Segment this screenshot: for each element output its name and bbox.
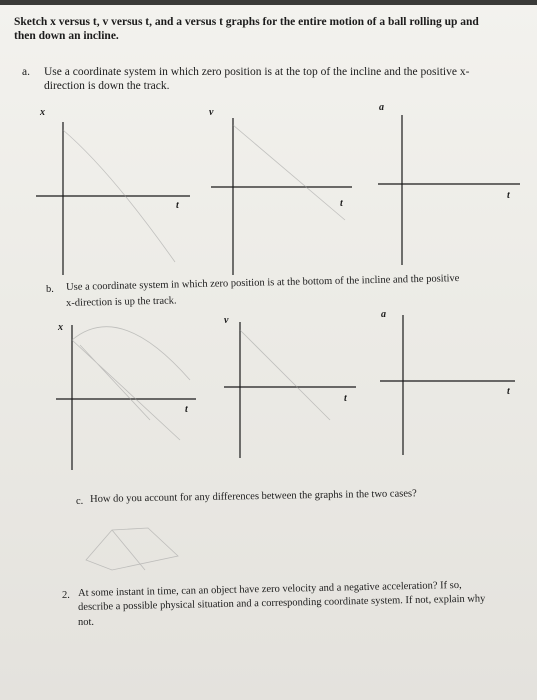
- part-a-line-2: direction is down the track.: [44, 80, 170, 92]
- header-line-1: Sketch x versus t, v versus t, and a versus t graphs for the entire motion of a ball rolling up and: [14, 16, 479, 28]
- erased-sketch-b-v: [240, 330, 330, 420]
- erased-sketch-a-v: [233, 125, 345, 220]
- part-b-x-axis-label: x: [58, 322, 63, 333]
- header-line-2: then down an incline.: [14, 30, 119, 42]
- question-2-line-3: not.: [78, 617, 95, 628]
- part-b-v-axis-label: v: [224, 315, 229, 326]
- part-a-x-graph-t-label: t: [176, 200, 179, 211]
- part-c-marker: c.: [76, 496, 84, 507]
- erased-sketch-c: [86, 528, 178, 570]
- part-b-a-graph-t-label: t: [507, 386, 510, 397]
- part-a-x-axis-label: x: [40, 107, 45, 118]
- part-b-line-1: Use a coordinate system in which zero position is at the bottom of the incline and the positive: [66, 273, 460, 293]
- part-a-a-axis-label: a: [379, 102, 384, 113]
- part-b-a-axis-label: a: [381, 309, 386, 320]
- part-a-marker: a.: [22, 66, 30, 78]
- part-b-x-graph-t-label: t: [185, 404, 188, 415]
- part-a-v-graph-t-label: t: [340, 198, 343, 209]
- question-2-line-2: describe a possible physical situation and a corresponding coordinate system. If not, explain why: [78, 593, 486, 613]
- part-b-line-2: x-direction is up the track.: [66, 295, 177, 309]
- part-b-v-graph-t-label: t: [344, 393, 347, 404]
- part-a-line-1: Use a coordinate system in which zero position is at the top of the incline and the positive x-: [44, 66, 470, 78]
- part-a-v-axis-label: v: [209, 107, 214, 118]
- part-a-a-graph-t-label: t: [507, 190, 510, 201]
- part-c-text: How do you account for any differences between the graphs in the two cases?: [90, 488, 417, 505]
- question-2-line-1: At some instant in time, can an object have zero velocity and a negative acceleration? If so,: [78, 579, 462, 599]
- erased-sketch-b-x: [72, 327, 190, 440]
- question-2-marker: 2.: [62, 590, 70, 601]
- part-b-marker: b.: [46, 284, 54, 295]
